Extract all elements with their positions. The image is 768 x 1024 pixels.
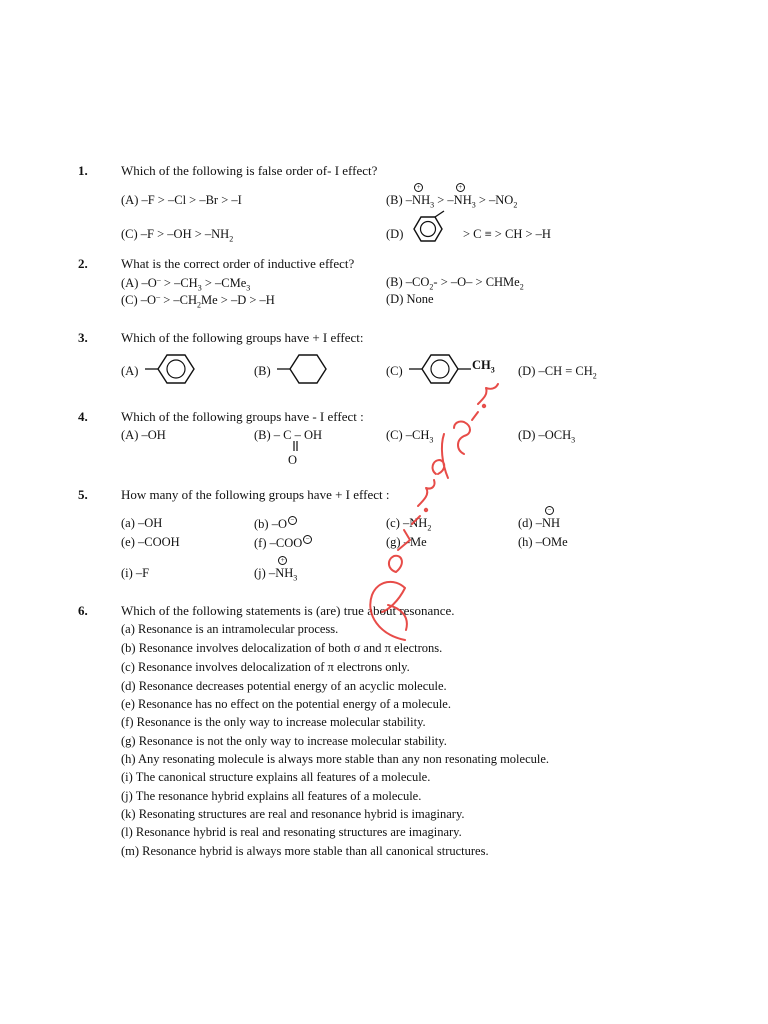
q2-option-a: (A) $-O^- > -CH_3 > -CMe_3$ <box>121 275 251 293</box>
statement-f: (f) Resonance is the only way to increase molecular stability. <box>121 715 426 729</box>
statement-g: (g) Resonance is not the only way to increase molecular stability. <box>121 734 447 748</box>
question-2-number: 2. <box>78 256 88 271</box>
question-6-number: 6. <box>78 603 88 618</box>
q5-option-e: (e) –COOH <box>121 535 180 549</box>
q1-option-c: (C) $-F > -OH > -NH_2$ <box>121 227 234 244</box>
q5-option-f: (f) –COO − <box>254 535 312 551</box>
q1-option-a: (A) –F > –Cl > –Br > –I <box>121 193 242 207</box>
q5-option-c: (c) $-NH_2$ <box>386 516 432 533</box>
question-5-number: 5. <box>78 487 88 502</box>
q4-option-b-oxygen: O <box>288 453 298 467</box>
q5-option-b: (b) –O − <box>254 516 297 532</box>
q5-option-i: (i) –F <box>121 566 150 580</box>
q1-option-d-label: (D) <box>386 227 404 241</box>
q5-option-j: (j) – + $NH_3$ <box>254 556 298 583</box>
question-4-number: 4. <box>78 409 88 424</box>
q3-option-d: (D) $-CH = CH_2$ <box>518 364 597 381</box>
statement-m: (m) Resonance hybrid is always more stable than all canonical structures. <box>121 844 489 858</box>
q1-option-d-text: > C ≡ > CH > –H <box>463 227 551 241</box>
q4-option-d: (D) $-OCH_3$ <box>518 428 576 445</box>
q2-option-d: (D) None <box>386 292 434 306</box>
statement-c: (c) Resonance involves delocalization of π electrons only. <box>121 660 410 674</box>
question-1-text: Which of the following is false order of- I effect? <box>121 163 378 178</box>
q3-cyclohexyl-icon <box>277 349 337 389</box>
q3-option-a: (A) <box>121 364 139 378</box>
question-3-number: 3. <box>78 330 88 345</box>
statement-h: (h) Any resonating molecule is always more stable than any non resonating molecule. <box>121 752 550 766</box>
question-6-text: Which of the following statements is (are) true about resonance. <box>121 603 455 618</box>
q4-option-b: (B) – C – OH <box>254 428 323 442</box>
question-5-text: How many of the following groups have + I effect : <box>121 487 390 502</box>
question-1-number: 1. <box>78 163 88 178</box>
govind-sir-watermark <box>360 390 510 650</box>
q3-phenyl-icon <box>145 349 205 389</box>
q5-option-d: (d) – − NH <box>518 506 561 530</box>
question-2-text: What is the correct order of inductive effect? <box>121 256 355 271</box>
question-3-text: Which of the following groups have + I effect: <box>121 330 364 345</box>
q3-option-b: (B) <box>254 364 271 378</box>
q4-option-a: (A) –OH <box>121 428 166 442</box>
q5-option-g: (g) –Me <box>386 535 427 549</box>
statement-e: (e) Resonance has no effect on the potential energy of a molecule. <box>121 697 451 711</box>
statement-k: (k) Resonating structures are real and resonance hybrid is imaginary. <box>121 807 465 821</box>
q2-option-c: (C) $-O^- > -CH_2Me > -D > -H$ <box>121 292 275 310</box>
statement-d: (d) Resonance decreases potential energy of an acyclic molecule. <box>121 679 447 693</box>
q2-option-b: (B) $-CO_2- > -O-$ > CHMe$_2$ <box>386 275 524 292</box>
q4-option-c: (C) $-CH_3$ <box>386 428 434 445</box>
q3-option-c-ch3: $CH_3$ <box>472 358 495 375</box>
statement-j: (j) The resonance hybrid explains all features of a molecule. <box>121 789 422 803</box>
q5-option-h: (h) –OMe <box>518 535 568 549</box>
q5-option-a: (a) –OH <box>121 516 163 530</box>
question-4-text: Which of the following groups have - I effect : <box>121 409 364 424</box>
q3-option-c: (C) <box>386 364 403 378</box>
statement-a: (a) Resonance is an intramolecular process. <box>121 622 339 636</box>
statement-l: (l) Resonance hybrid is real and resonating structures are imaginary. <box>121 825 462 839</box>
statement-b: (b) Resonance involves delocalization of both σ and π electrons. <box>121 641 443 655</box>
q1-benzene-icon <box>404 212 454 246</box>
q1-option-b: (B) – + $NH_3$ > – + $NH_3 > -NO_2$ <box>386 183 518 210</box>
statement-i: (i) The canonical structure explains all features of a molecule. <box>121 770 431 784</box>
